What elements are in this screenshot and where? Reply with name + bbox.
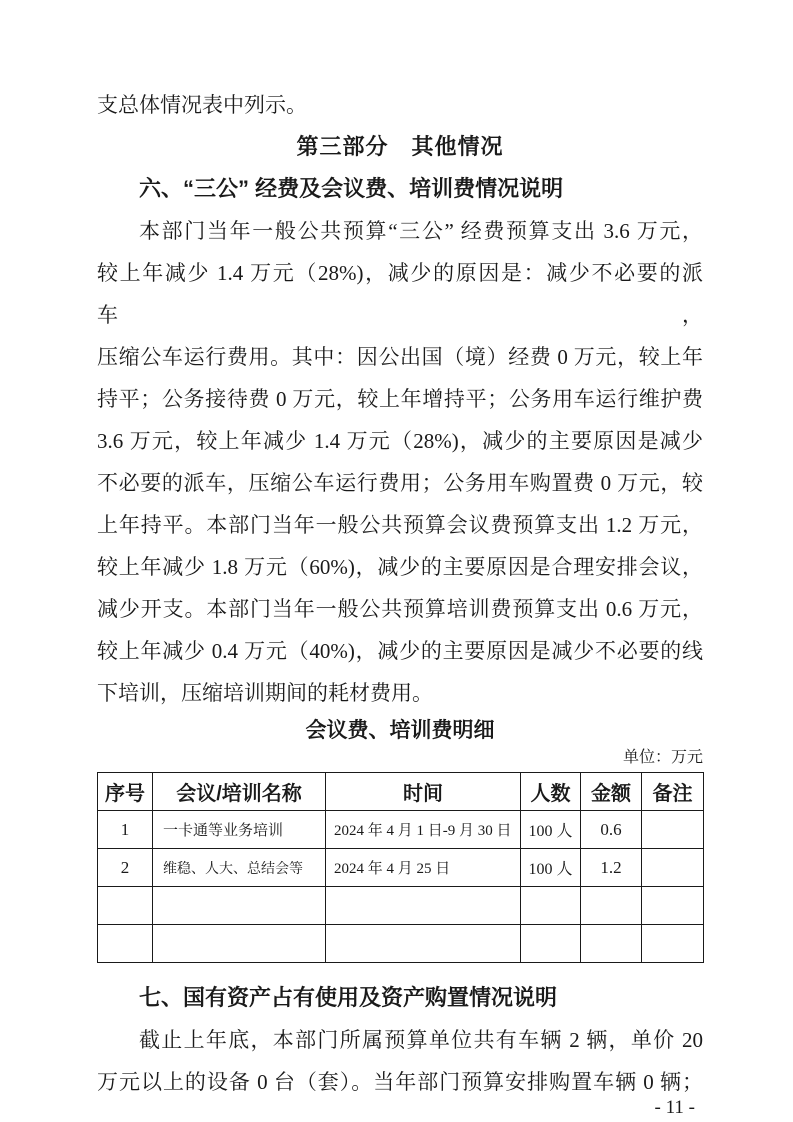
paragraph-line: 压缩公车运行费用。其中：因公出国（境）经费 0 万元，较上年 — [97, 345, 703, 369]
paragraph-line: 减少开支。本部门当年一般公共预算培训费预算支出 0.6 万元， — [97, 597, 703, 621]
paragraph-line: 持平；公务接待费 0 万元，较上年增持平；公务用车运行维护费 — [97, 387, 703, 411]
cell-seq — [98, 887, 153, 925]
cell-count — [521, 925, 581, 963]
paragraph-line: 下培训，压缩培训期间的耗材费用。 — [97, 681, 433, 705]
cell-time: 2024 年 4 月 1 日-9 月 30 日 — [326, 811, 521, 849]
paragraph-line: 上年持平。本部门当年一般公共预算会议费预算支出 1.2 万元， — [97, 513, 703, 537]
body-paragraph-1 — [97, 210, 703, 714]
section-six-heading: 六、“三公” 经费及会议费、培训费情况说明 — [139, 176, 564, 201]
paragraph-line: 本部门当年一般公共预算“三公” 经费预算支出 3.6 万元， — [139, 219, 703, 243]
header-count: 人数 — [521, 773, 581, 811]
cell-name: 一卡通等业务培训 — [153, 811, 326, 849]
intro-line: 支总体情况表中列示。 — [97, 93, 307, 117]
cell-time — [326, 887, 521, 925]
meeting-training-expense-table — [97, 772, 704, 963]
table-row — [98, 887, 704, 925]
table-title: 会议费、培训费明细 — [305, 719, 495, 742]
cell-name — [153, 887, 326, 925]
table-row — [98, 925, 704, 963]
header-seq: 序号 — [98, 773, 153, 811]
table-row — [98, 849, 704, 887]
paragraph-line: 不必要的派车，压缩公车运行费用；公务用车购置费 0 万元，较 — [97, 471, 703, 495]
cell-seq — [98, 925, 153, 963]
cell-seq: 1 — [98, 811, 153, 849]
cell-amount: 0.6 — [581, 811, 642, 849]
header-note: 备注 — [642, 773, 704, 811]
header-name: 会议/培训名称 — [153, 773, 326, 811]
cell-note — [642, 887, 704, 925]
body-paragraph-2 — [97, 1019, 703, 1103]
paragraph-line: 较上年减少 0.4 万元（40%)，减少的主要原因是减少不必要的线 — [97, 639, 703, 663]
cell-count — [521, 887, 581, 925]
paragraph-line: 较上年减少 1.4 万元（28%)，减少的原因是：减少不必要的派车， — [97, 261, 703, 327]
cell-name — [153, 925, 326, 963]
paragraph-line: 3.6 万元，较上年减少 1.4 万元（28%)，减少的主要原因是减少 — [97, 429, 703, 453]
cell-time: 2024 年 4 月 25 日 — [326, 849, 521, 887]
paragraph-line: 万元以上的设备 0 台（套）。当年部门预算安排购置车辆 0 辆； — [97, 1070, 703, 1094]
part-three-heading: 第三部分 其他情况 — [296, 134, 504, 159]
page-number: - 11 - — [654, 1097, 695, 1118]
cell-time — [326, 925, 521, 963]
table-row — [98, 811, 704, 849]
table-header-row — [98, 773, 704, 811]
header-amount: 金额 — [581, 773, 642, 811]
cell-count: 100 人 — [521, 811, 581, 849]
cell-note — [642, 849, 704, 887]
cell-count: 100 人 — [521, 849, 581, 887]
cell-amount: 1.2 — [581, 849, 642, 887]
unit-label: 单位：万元 — [622, 749, 703, 766]
cell-note — [642, 925, 704, 963]
section-seven-heading: 七、国有资产占有使用及资产购置情况说明 — [139, 985, 558, 1010]
paragraph-line: 截止上年底，本部门所属预算单位共有车辆 2 辆，单价 20 — [139, 1028, 703, 1052]
paragraph-line: 较上年减少 1.8 万元（60%)，减少的主要原因是合理安排会议， — [97, 555, 703, 579]
header-time: 时间 — [326, 773, 521, 811]
cell-amount — [581, 925, 642, 963]
cell-name: 维稳、人大、总结会等 — [153, 849, 326, 887]
cell-amount — [581, 887, 642, 925]
cell-seq: 2 — [98, 849, 153, 887]
cell-note — [642, 811, 704, 849]
